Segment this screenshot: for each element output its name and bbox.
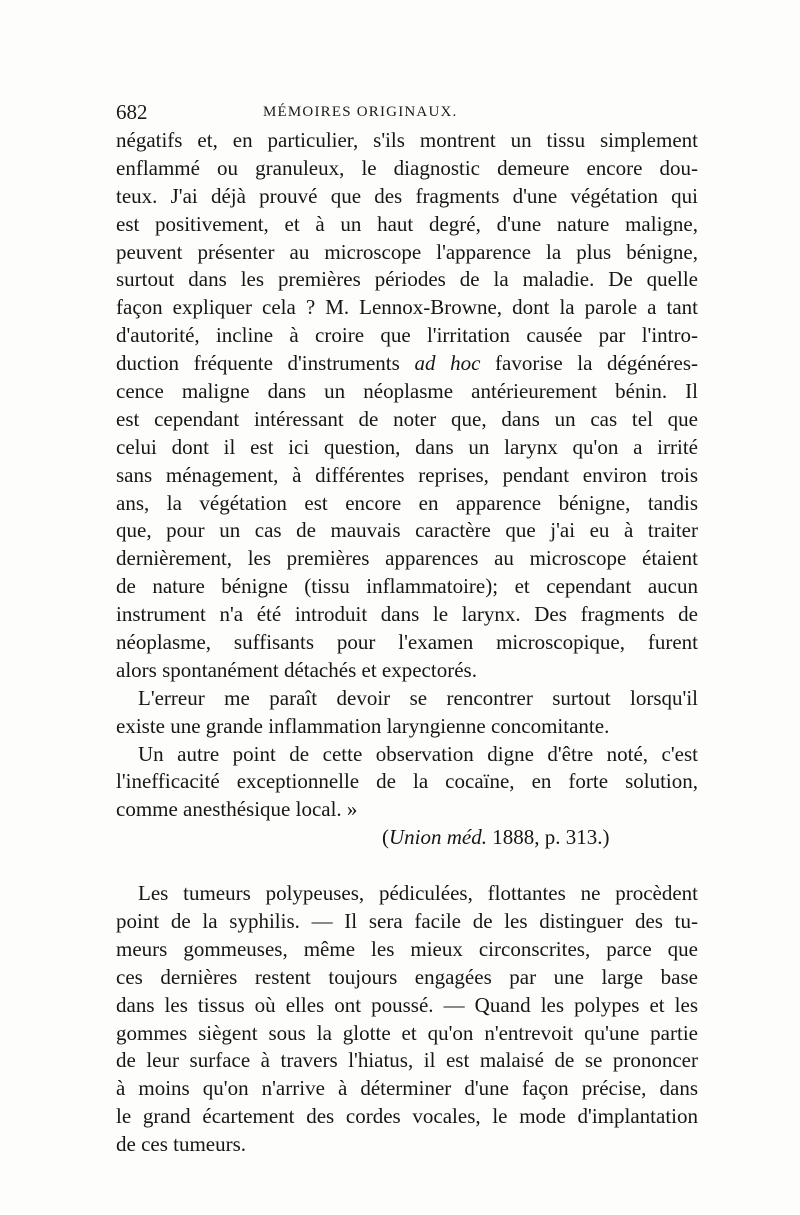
citation-paren: ( — [382, 825, 389, 850]
italic-phrase: ad hoc — [414, 351, 481, 376]
text-line: d'autorité, incline à croire que l'irritation causée par l'intro- — [116, 323, 698, 348]
text-line: surtout dans les premières périodes de la maladie. De quelle — [116, 267, 698, 292]
text-line: gommes siègent sous la glotte et qu'on n'entrevoit qu'une partie — [116, 1020, 698, 1045]
text-line — [116, 350, 698, 378]
text-line: meurs gommeuses, même les mieux circonscrites, parce que — [116, 936, 698, 961]
text-line: existe une grande inflammation laryngienne concomitante. — [116, 713, 610, 738]
text-line: sans ménagement, à différentes reprises, pendant environ trois — [116, 462, 698, 487]
text-line: de nature bénigne (tissu inflammatoire); et cependant aucun — [116, 574, 698, 599]
text-line: de ces tumeurs. — [116, 1132, 247, 1157]
text-line: façon expliquer cela ? M. Lennox-Browne, dont la parole a tant — [116, 295, 698, 320]
citation-detail: 1888, p. 313.) — [487, 825, 610, 850]
text-line: dans les tissus où elles ont poussé. — Quand les polypes et les — [116, 992, 698, 1017]
text-line: comme anesthésique local. » — [116, 797, 358, 822]
text-segment: favorise la dégénéres- — [480, 351, 698, 376]
text-line: enflammé ou granuleux, le diagnostic demeure encore dou- — [116, 155, 698, 180]
text-line: à moins qu'on n'arrive à déterminer d'une façon précise, dans — [116, 1076, 698, 1101]
text-line: est cependant intéressant de noter que, dans un cas tel que — [116, 406, 698, 431]
text-line: dernièrement, les premières apparences au microscope étaient — [116, 546, 698, 571]
text-segment: duction fréquente d'instruments — [116, 351, 400, 376]
text-line: L'erreur me paraît devoir se rencontrer surtout lorsqu'il — [138, 685, 698, 710]
text-line: celui dont il est ici question, dans un larynx qu'on a irrité — [116, 434, 698, 459]
running-title: MÉMOIRES ORIGINAUX. — [263, 104, 458, 120]
citation-line — [116, 824, 698, 852]
paragraph-gap — [116, 852, 698, 880]
text-line: Les tumeurs polypeuses, pédiculées, flottantes ne procèdent — [138, 881, 698, 906]
text-line: point de la syphilis. — Il sera facile de les distinguer des tu- — [116, 908, 698, 933]
page-header — [116, 100, 696, 130]
text-line: Un autre point de cette observation digne d'être noté, c'est — [138, 741, 698, 766]
body-text — [116, 127, 698, 1159]
text-line: ans, la végétation est encore en apparence bénigne, tandis — [116, 490, 698, 515]
text-line: peuvent présenter au microscope l'apparence la plus bénigne, — [116, 239, 698, 264]
page-number: 682 — [116, 100, 148, 124]
text-line: teux. J'ai déjà prouvé que des fragments d'une végétation qui — [116, 183, 698, 208]
text-line: le grand écartement des cordes vocales, le mode d'implantation — [116, 1104, 698, 1129]
text-line: cence maligne dans un néoplasme antérieurement bénin. Il — [116, 379, 698, 404]
text-line: de leur surface à travers l'hiatus, il est malaisé de se prononcer — [116, 1048, 698, 1073]
text-line: négatifs et, en particulier, s'ils montrent un tissu simplement — [116, 128, 698, 152]
text-line: alors spontanément détachés et expectorés. — [116, 657, 477, 682]
text-line: néoplasme, suffisants pour l'examen microscopique, furent — [116, 630, 698, 655]
text-line: l'inefficacité exceptionnelle de la cocaïne, en forte solution, — [116, 769, 698, 794]
text-line: que, pour un cas de mauvais caractère que j'ai eu à traiter — [116, 518, 698, 543]
text-line: est positivement, et à un haut degré, d'une nature maligne, — [116, 211, 698, 236]
citation-source: Union méd. — [389, 825, 487, 850]
text-line: ces dernières restent toujours engagées par une large base — [116, 964, 698, 989]
text-line: instrument n'a été introduit dans le larynx. Des fragments de — [116, 602, 698, 627]
